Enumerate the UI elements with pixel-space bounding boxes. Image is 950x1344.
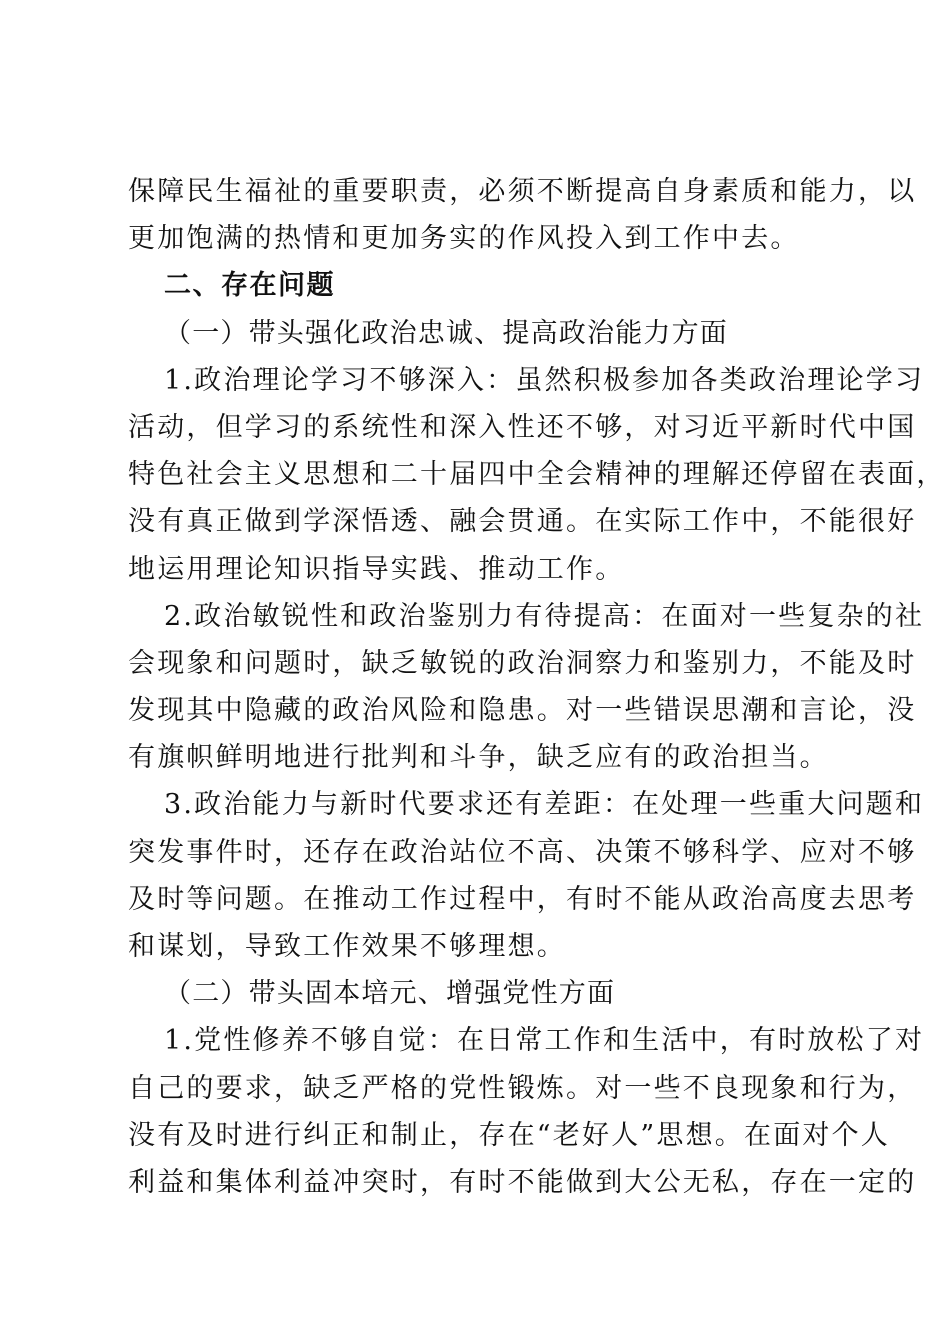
paragraph-line: 更加饱满的热情和更加务实的作风投入到工作中去。 — [128, 223, 800, 255]
paragraph-line: 没有真正做到学深悟透、融会贯通。在实际工作中，不能很好 — [128, 506, 917, 538]
document-body — [128, 168, 946, 1206]
section-heading: 二、存在问题 — [164, 270, 335, 302]
paragraph-line: 1.政治理论学习不够深入：虽然积极参加各类政治理论学习 — [164, 364, 925, 396]
paragraph-line: 及时等问题。在推动工作过程中，有时不能从政治高度去思考 — [128, 883, 917, 915]
paragraph-line: 3.政治能力与新时代要求还有差距：在处理一些重大问题和 — [164, 789, 925, 821]
paragraph-line: 没有及时进行纠正和制止，存在“老好人”思想。在面对个人 — [128, 1119, 891, 1151]
paragraph-line: 发现其中隐藏的政治风险和隐患。对一些错误思潮和言论，没 — [128, 695, 917, 727]
paragraph-line: 自己的要求，缺乏严格的党性锻炼。对一些不良现象和行为， — [128, 1072, 917, 1104]
subsection-heading: （二）带头固本培元、增强党性方面 — [164, 978, 616, 1010]
paragraph-line: 突发事件时，还存在政治站位不高、决策不够科学、应对不够 — [128, 836, 917, 868]
paragraph-line: 特色社会主义思想和二十届四中全会精神的理解还停留在表面， — [128, 459, 946, 491]
paragraph-line: 地运用理论知识指导实践、推动工作。 — [128, 553, 625, 585]
paragraph-line: 和谋划，导致工作效果不够理想。 — [128, 931, 566, 962]
paragraph-line: 利益和集体利益冲突时，有时不能做到大公无私，存在一定的 — [128, 1166, 917, 1198]
paragraph-line: 保障民生福祉的重要职责，必须不断提高自身素质和能力，以 — [128, 176, 917, 207]
subsection-heading: （一）带头强化政治忠诚、提高政治能力方面 — [164, 317, 728, 349]
paragraph-line: 1.党性修养不够自觉：在日常工作和生活中，有时放松了对 — [164, 1025, 925, 1057]
paragraph-line: 2.政治敏锐性和政治鉴别力有待提高：在面对一些复杂的社 — [164, 600, 925, 632]
paragraph-line: 会现象和问题时，缺乏敏锐的政治洞察力和鉴别力，不能及时 — [128, 647, 917, 679]
paragraph-line: 活动，但学习的系统性和深入性还不够，对习近平新时代中国 — [128, 411, 917, 443]
paragraph-line: 有旗帜鲜明地进行批判和斗争，缺乏应有的政治担当。 — [128, 742, 829, 774]
